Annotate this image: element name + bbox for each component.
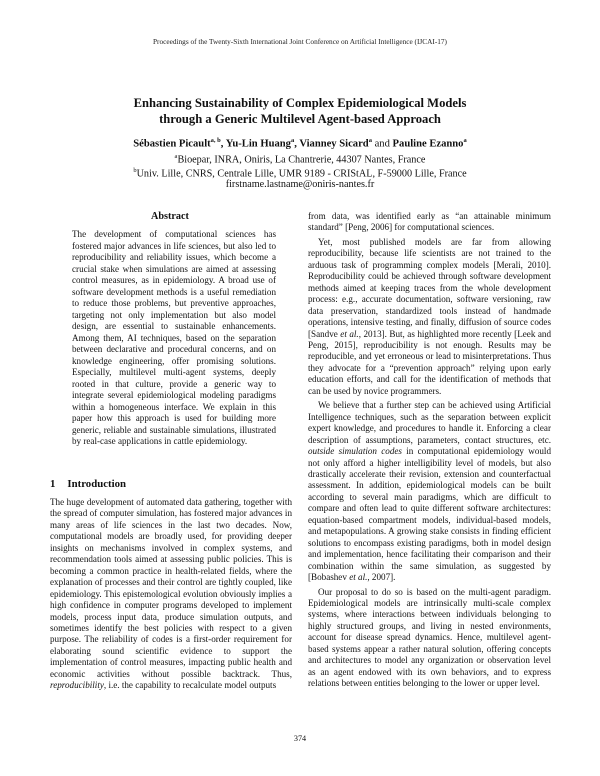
intro-paragraph-tail: , i.e. the capability to recalculate model outputs (103, 680, 277, 691)
intro-left-column (50, 497, 292, 692)
page-number: 374 (293, 734, 307, 743)
email-address: firstname.lastname@oniris-nantes.fr (225, 179, 375, 190)
affiliation-text: Bioepar, INRA, Oniris, La Chantrerie, 44307 Nantes, France (177, 154, 426, 166)
intro-paragraph: The huge development of automated data gathering, together with the spread of computer simulation, has fostered major advances in many areas of life sciences in the last two decades. Now, computational models are broadly used, for providing deeper insights on mechanisms involved in complex systems, and recommendation tools aimed at assessing public policies. This is becoming a common practice in health-related fields, where the explanation of processes and their control are tightly coupled, like epidemiology. This epistemological evolution obviously implies a high confidence in computer programs developed to implement models, process input data, produce simulation outputs, and sometimes identify the best policies with respect to a given purpose. The reliability of codes is a first-order requirement for elaborating sound scientific evidence to support the implementation of control measures, impacting public health and economic activities without possible backtrack. Thus, (50, 497, 292, 679)
running-head: Proceedings of the Twenty-Sixth International Joint Conference on Artificial Intelligence (IJCAI-17) (153, 37, 447, 46)
paragraph-text: We believe that a further step can be achieved using Artificial Intelligence techniques, such as the separation between explicit expert knowledge, and procedures to handle it. Enforcing a clear description of assumptions, parameters, contact structures, etc. (308, 400, 551, 445)
author-affil-mark: a, b (210, 137, 221, 144)
author-name: Yu-Lin Huang (225, 138, 291, 150)
paragraph-text: Yet, most published models are far from allowing reproducibility, because life scientists are not trained to the arduous task of programming complex models [Merali, 2010]. Reproducibility could be achieved through software development methods aimed at keeping traces from the whole development process: e.g., accurate documentation, software versioning, raw data preservation, standardized tools instead of handmade operations, intensive testing, and finally, diffusion of source codes [Sandve (308, 236, 551, 339)
title-line-2: through a Generic Multilevel Agent-based Approach (159, 112, 441, 126)
intro-right-column (308, 211, 551, 693)
author-list: Sébastien Picault$^{a, b}$, Yu-Lin Huang$^a$, Vianney Sicard$^a$ and Pauline Ezanno$^a$ (133, 137, 467, 150)
paragraph-proposal: Our proposal to do so is based on the multi-agent paradigm. Epidemiological models are intrinsically multi-scale complex systems, where interactions between individuals belonging to highly structured groups, and living in nested environments, account for disease spread dynamics. Hence, multilevel agent-based systems appear a rather natural solution, offering concepts and architectures to model any organization or observation level as an agent endowed with its own behaviors, and to express relations between entities belonging to the lower or upper level. (308, 586, 551, 689)
paragraph-ai-techniques (308, 400, 551, 583)
abstract-heading: Abstract (151, 211, 189, 222)
emphasis-term: reproducibility (50, 680, 104, 691)
paragraph-text: , 2013]. But, as highlighted more recently [Leek and Peng, 2015], reproducibility is not enough. Results may be reproducible, and yet erroneous or lead to misinterpretations. Thus they advocate for a “prevention approach” relying upon early education efforts, and call for the identification of methods that can be used by novice programmers. (308, 328, 551, 396)
emphasis-term: et al. (340, 328, 359, 339)
abstract-body: The development of computational sciences has fostered major advances in life sciences, but also led to reproducibility and reliability issues, which become a crucial stake when simulations are aimed at assessing control measures, as in epidemiology. A broad use of software development methods is a useful remediation to reduce those problems, but preventive approaches, targeting not only implementation but also model design, are essential to sustainable enhancements. Among them, AI techniques, based on the separation between declarative and procedural concerns, and on knowledge engineering, offer promising solutions. Especially, multilevel multi-agent systems, deeply rooted in that culture, provide a generic way to integrate several epidemiological modeling paradigms within a homogeneous interface. We explain in this paper how this approach is used for building more generic, reliable and sustainable simulations, illustrated by real-case applications in cattle epidemiology. (72, 229, 276, 446)
author-conjunction: and (374, 138, 390, 150)
affiliation-mark: a (174, 153, 178, 160)
paragraph-text: in computational epidemiology would not only afford a higher intelligibility level of models, but also drastically accelerate their revision, extension and counterfactual assessment. In addition, epidemiological models can be built according to several main paradigms, which are difficult to compare and often lead to quite different software architectures: equation-based compartment models, individual-based models, and metapopulations. A growing stake consists in finding efficient solutions to encompass existing paradigms, both in model design and implementation, hence facilitating their comparison and their combination within the same simulation, as suggested by [Bobashev (308, 446, 551, 583)
author-affil-mark: a (463, 137, 467, 144)
author-affil-mark: a (368, 137, 372, 144)
author-name: Vianney Sicard (299, 138, 369, 150)
paragraph-text: , 2007]. (367, 572, 396, 583)
paper-title (60, 95, 540, 127)
author-name: Pauline Ezanno (392, 138, 464, 150)
affiliation-mark: b (133, 167, 137, 174)
section-number: 1 (50, 478, 56, 490)
affiliation-text: Univ. Lille, CNRS, Centrale Lille, UMR 9189 - CRIStAL, F-59000 Lille, France (136, 168, 467, 180)
emphasis-term: et al. (349, 572, 368, 583)
section-heading-introduction (50, 478, 290, 490)
paragraph-continued: from data, was identified early as “an attainable minimum standard” [Peng, 2006] for computational sciences. (308, 211, 551, 233)
title-line-1: Enhancing Sustainability of Complex Epidemiological Models (133, 96, 467, 110)
section-title: Introduction (67, 478, 127, 490)
author-affil-mark: a (290, 137, 295, 144)
paragraph-reproducibility (308, 237, 551, 397)
emphasis-term: outside simulation codes (308, 446, 402, 457)
author-name: Sébastien Picault (133, 138, 211, 150)
